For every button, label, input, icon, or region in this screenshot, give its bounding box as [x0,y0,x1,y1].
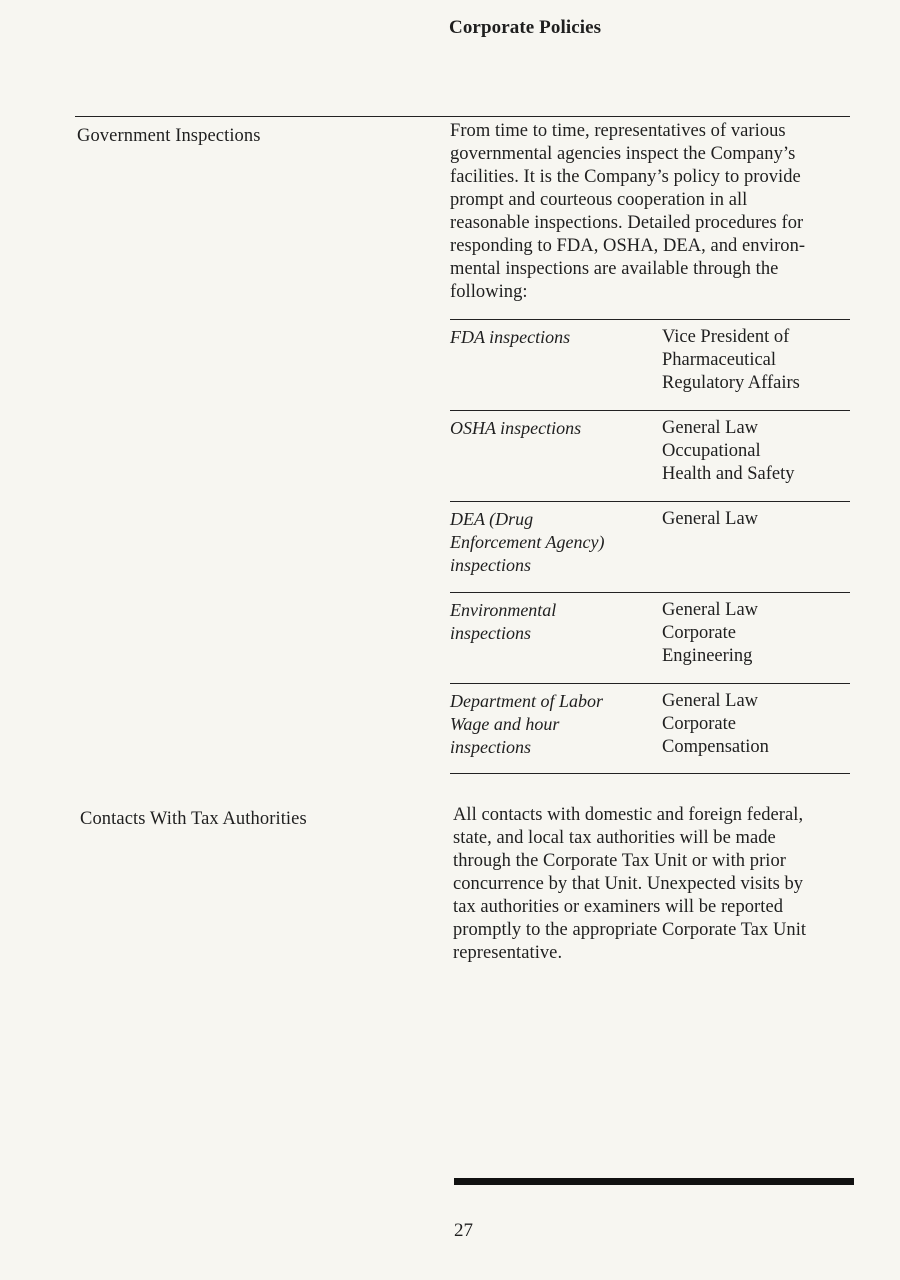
inspection-type-line: DEA (Drug [450,509,534,529]
inspection-type-line: Wage and hour [450,714,560,734]
paragraph-line: governmental agencies inspect the Company’s [450,144,796,164]
inspection-type-line: Enforcement Agency) [450,532,605,552]
inspection-type-cell [450,599,650,645]
paragraph-line: state, and local tax authorities will be made [453,828,776,848]
table-row-dea [450,501,850,592]
top-divider [75,116,850,117]
tax-authorities-paragraph [453,804,848,965]
contact-cell [662,599,852,668]
contact-line: Compensation [662,737,769,757]
contact-line: Engineering [662,646,753,666]
inspection-type-line: inspections [450,737,531,757]
inspection-type-line: FDA inspections [450,327,571,347]
contact-line: Regulatory Affairs [662,373,800,393]
paragraph-line: through the Corporate Tax Unit or with prior [453,851,786,871]
contact-line: Vice President of [662,327,790,347]
paragraph-line: concurrence by that Unit. Unexpected visits by [453,874,804,894]
contact-cell [662,508,852,531]
contact-cell [662,326,852,395]
contact-line: General Law [662,418,759,438]
contact-line: General Law [662,600,759,620]
paragraph-line: All contacts with domestic and foreign federal, [453,805,804,825]
paragraph-line: promptly to the appropriate Corporate Tax Unit [453,920,807,940]
page-number: 27 [454,1220,473,1241]
inspection-type-cell [450,326,650,349]
table-row-osha [450,410,850,501]
paragraph-line: prompt and courteous cooperation in all [450,190,748,210]
contact-line: General Law [662,509,759,529]
paragraph-line: reasonable inspections. Detailed procedures for [450,213,804,233]
inspection-type-line: OSHA inspections [450,418,582,438]
inspection-type-cell [450,417,650,440]
contact-line: Corporate [662,714,736,734]
table-row-environmental [450,592,850,683]
inspection-type-line: inspections [450,555,531,575]
contact-line: Corporate [662,623,736,643]
section-heading-tax-authorities: Contacts With Tax Authorities [80,809,307,829]
page-header-title: Corporate Policies [449,17,602,38]
contact-cell [662,690,852,759]
contact-cell [662,417,852,486]
section-heading-government-inspections: Government Inspections [77,126,261,146]
paragraph-line: representative. [453,943,563,963]
footer-divider [454,1178,854,1185]
table-row-department-of-labor [450,683,850,774]
inspection-type-line: Department of Labor [450,691,603,711]
paragraph-line: facilities. It is the Company’s policy to provide [450,167,801,187]
table-row-fda [450,319,850,410]
paragraph-line: From time to time, representatives of various [450,121,786,141]
contact-line: Health and Safety [662,464,795,484]
contact-line: Occupational [662,441,761,461]
paragraph-line: tax authorities or examiners will be reported [453,897,784,917]
contact-line: Pharmaceutical [662,350,777,370]
inspection-contacts-table [450,319,850,774]
contact-line: General Law [662,691,759,711]
inspection-type-line: Environmental [450,600,557,620]
paragraph-line: responding to FDA, OSHA, DEA, and environ- [450,236,806,256]
inspection-type-cell [450,690,650,759]
paragraph-line: mental inspections are available through the [450,259,779,279]
paragraph-line: following: [450,282,528,302]
government-inspections-paragraph [450,120,845,304]
inspection-type-cell [450,508,650,577]
inspection-type-line: inspections [450,623,531,643]
